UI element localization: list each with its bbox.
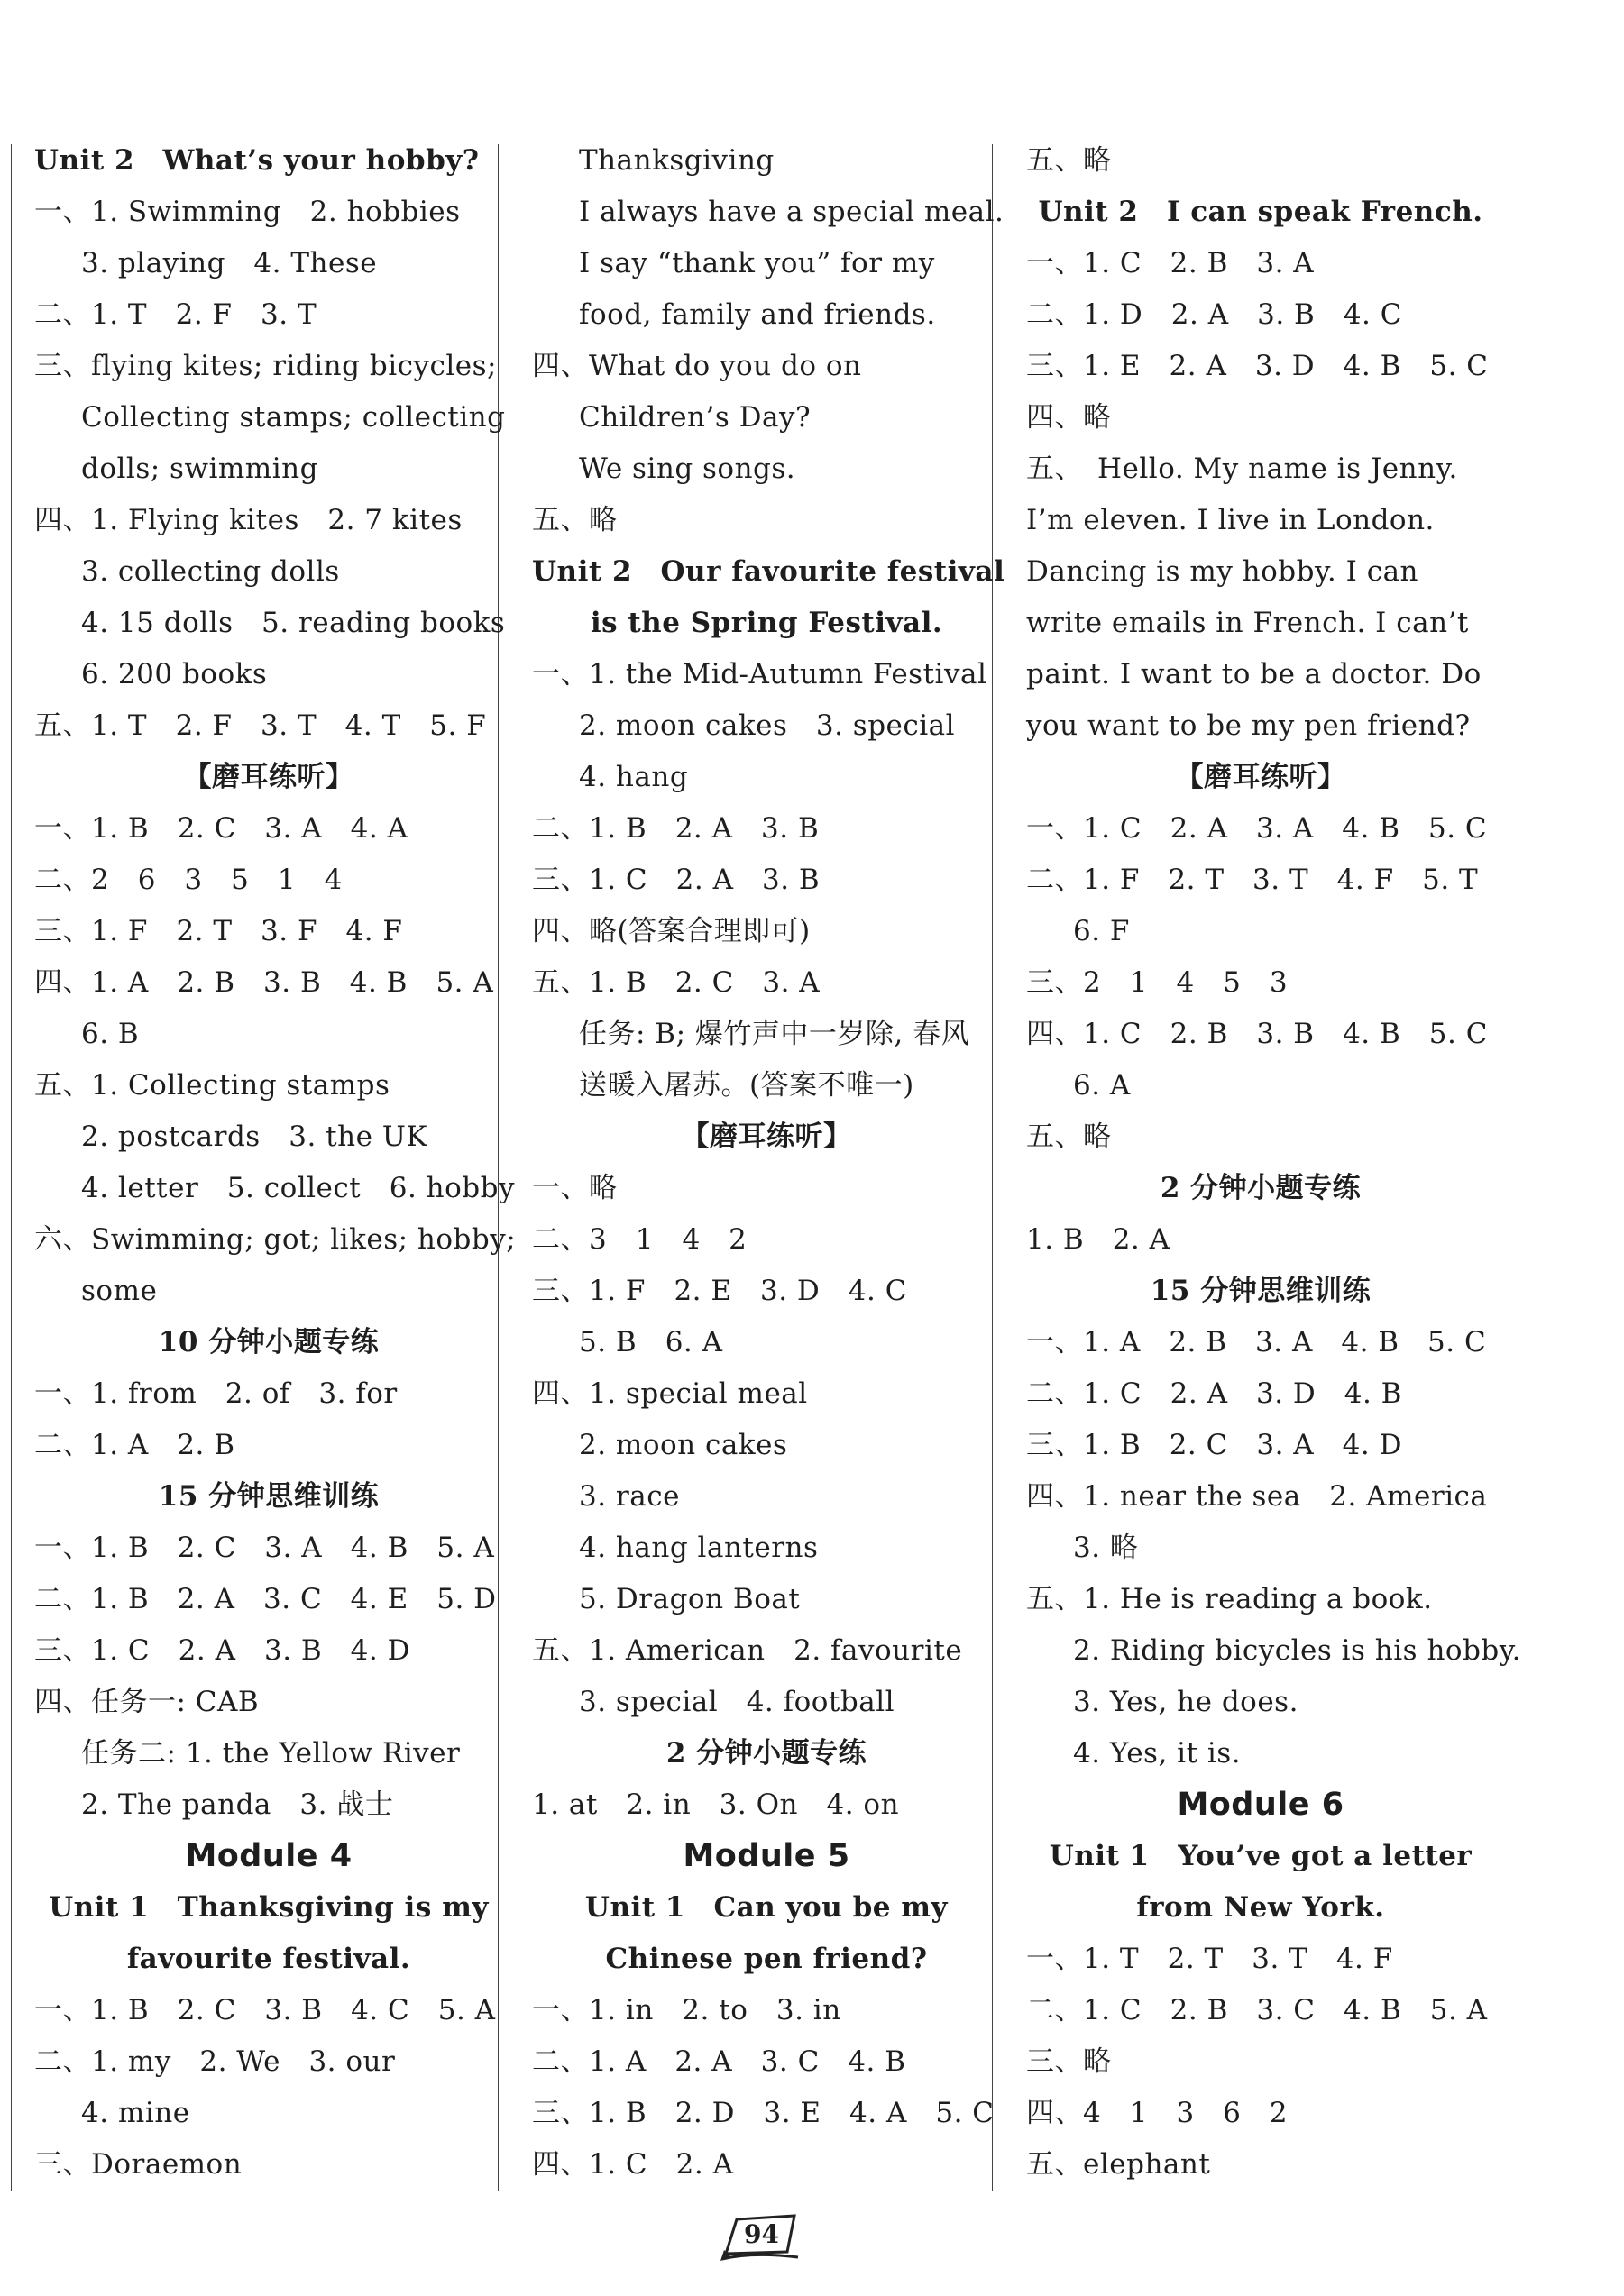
- answer-line: 二、1. A 2. B: [34, 1429, 235, 1461]
- answer-line: 五、1. He is reading a book.: [1026, 1583, 1433, 1615]
- answer-line: Thanksgiving: [579, 144, 775, 177]
- section-heading: 2 分钟小题专练: [1160, 1172, 1362, 1204]
- answer-line: 三、1. F 2. E 3. D 4. C: [532, 1275, 907, 1307]
- answer-line: 3. race: [579, 1480, 680, 1513]
- answer-line: 6. F: [1073, 915, 1130, 947]
- answer-line: 三、1. C 2. A 3. B: [532, 864, 821, 896]
- answer-line: 五、 Hello. My name is Jenny.: [1026, 453, 1458, 485]
- answer-line: 四、1. A 2. B 3. B 4. B 5. A: [34, 966, 494, 999]
- answer-line: 3. special 4. football: [579, 1686, 895, 1718]
- section-heading: 2 分钟小题专练: [665, 1737, 867, 1770]
- answer-line: Children’s Day?: [579, 401, 812, 434]
- answer-line: 3. collecting dolls: [81, 555, 340, 588]
- page-number: 94: [744, 2219, 779, 2249]
- answer-line: 一、1. from 2. of 3. for: [34, 1377, 398, 1410]
- answer-line: 五、1. American 2. favourite: [532, 1634, 963, 1667]
- unit-heading: Chinese pen friend?: [605, 1943, 928, 1975]
- answer-line: 六、Swimming; got; likes; hobby;: [34, 1223, 517, 1256]
- answer-line: 4. hang: [579, 761, 689, 793]
- answer-line: Dancing is my hobby. I can: [1026, 555, 1419, 588]
- answer-line: 三、1. E 2. A 3. D 4. B 5. C: [1026, 350, 1489, 382]
- answer-line: 2. postcards 3. the UK: [81, 1121, 428, 1153]
- answer-line: 二、1. C 2. B 3. C 4. B 5. A: [1026, 1994, 1488, 2026]
- answer-line: 5. B 6. A: [579, 1326, 723, 1358]
- answer-column-2: [532, 135, 1005, 2191]
- answer-line: I always have a special meal.: [579, 196, 1005, 228]
- answer-line: 一、略: [532, 1172, 618, 1204]
- answer-line: 一、1. B 2. C 3. B 4. C 5. A: [34, 1994, 496, 2026]
- answer-line: 四、4 1 3 6 2: [1026, 2097, 1289, 2129]
- answer-line: 送暖入屠苏。(答案不唯一): [579, 1069, 914, 1102]
- answer-line: 四、任务一: CAB: [34, 1686, 260, 1718]
- answer-line: 4. 15 dolls 5. reading books: [81, 607, 506, 639]
- answer-line: paint. I want to be a doctor. Do: [1026, 658, 1482, 691]
- answer-line: 三、1. B 2. C 3. A 4. D: [1026, 1429, 1402, 1461]
- answer-line: 一、1. the Mid-Autumn Festival: [532, 658, 987, 691]
- answer-line: Collecting stamps; collecting: [81, 401, 506, 434]
- answer-line: 2. Riding bicycles is his hobby.: [1073, 1634, 1522, 1667]
- answer-line: 三、flying kites; riding bicycles;: [34, 350, 497, 382]
- answer-line: write emails in French. I can’t: [1026, 607, 1469, 639]
- section-heading: 【磨耳练听】: [1175, 761, 1346, 793]
- unit-heading: is the Spring Festival.: [590, 607, 943, 639]
- answer-line: 三、2 1 4 5 3: [1026, 966, 1289, 999]
- answer-line: 1. B 2. A: [1026, 1223, 1170, 1256]
- answer-line: 2. moon cakes: [579, 1429, 788, 1461]
- answer-line: 五、elephant: [1026, 2148, 1211, 2181]
- answer-line: 4. letter 5. collect 6. hobby: [81, 1172, 515, 1204]
- answer-line: 一、1. C 2. B 3. A: [1026, 247, 1315, 279]
- answer-line: 二、1. C 2. A 3. D 4. B: [1026, 1377, 1402, 1410]
- answer-line: 四、1. near the sea 2. America: [1026, 1480, 1488, 1513]
- unit-heading: Unit 2 I can speak French.: [1038, 196, 1483, 228]
- answer-line: food, family and friends.: [579, 298, 936, 331]
- unit-heading: Unit 1 Can you be my: [584, 1891, 949, 1924]
- answer-line: 五、略: [1026, 1121, 1112, 1153]
- answer-line: you want to be my pen friend?: [1026, 709, 1471, 742]
- answer-line: 4. hang lanterns: [579, 1532, 819, 1564]
- answer-line: 6. 200 books: [81, 658, 268, 691]
- answer-line: 二、3 1 4 2: [532, 1223, 748, 1256]
- answer-line: 二、1. A 2. A 3. C 4. B: [532, 2045, 906, 2078]
- answer-line: 二、1. D 2. A 3. B 4. C: [1026, 298, 1402, 331]
- answer-line: 3. 略: [1073, 1532, 1139, 1564]
- answer-line: 一、1. C 2. A 3. A 4. B 5. C: [1026, 812, 1488, 845]
- unit-heading: Unit 2 Our favourite festival: [532, 555, 1005, 588]
- answer-line: 3. playing 4. These: [81, 247, 378, 279]
- answer-line: 四、略: [1026, 401, 1112, 434]
- answer-line: 4. Yes, it is.: [1073, 1737, 1242, 1770]
- column-divider: [11, 144, 12, 2191]
- unit-heading: from New York.: [1136, 1891, 1385, 1924]
- section-heading: 【磨耳练听】: [681, 1121, 852, 1153]
- answer-line: 四、略(答案合理即可): [532, 915, 811, 947]
- answer-line: We sing songs.: [579, 453, 796, 485]
- answer-line: 一、1. B 2. C 3. A 4. A: [34, 812, 408, 845]
- answer-line: 二、2 6 3 5 1 4: [34, 864, 343, 896]
- answer-line: 四、1. special meal: [532, 1377, 808, 1410]
- answer-line: dolls; swimming: [81, 453, 318, 485]
- answer-line: 一、1. Swimming 2. hobbies: [34, 196, 461, 228]
- answer-line: 一、1. B 2. C 3. A 4. B 5. A: [34, 1532, 495, 1564]
- unit-heading: Unit 1 You’ve got a letter: [1049, 1840, 1473, 1872]
- section-heading: 15 分钟思维训练: [1150, 1275, 1372, 1307]
- answer-line: 5. Dragon Boat: [579, 1583, 801, 1615]
- answer-line: 3. Yes, he does.: [1073, 1686, 1298, 1718]
- answer-line: some: [81, 1275, 158, 1307]
- answer-line: 五、略: [1026, 144, 1112, 177]
- answer-line: 一、1. in 2. to 3. in: [532, 1994, 841, 2026]
- answer-line: 任务: B; 爆竹声中一岁除, 春风: [579, 1018, 970, 1050]
- answer-line: 四、1. C 2. A: [532, 2148, 734, 2181]
- answer-line: 2. The panda 3. 战士: [81, 1788, 394, 1821]
- section-heading: 10 分钟小题专练: [158, 1326, 380, 1358]
- answer-line: 五、1. B 2. C 3. A: [532, 966, 821, 999]
- answer-line: 4. mine: [81, 2097, 190, 2129]
- answer-column-3: [1026, 135, 1522, 2191]
- answer-line: 二、1. F 2. T 3. T 4. F 5. T: [1026, 864, 1479, 896]
- answer-line: 6. A: [1073, 1069, 1131, 1102]
- answer-line: 1. at 2. in 3. On 4. on: [532, 1788, 900, 1821]
- answer-line: I say “thank you” for my: [579, 247, 935, 279]
- answer-column-1: [34, 135, 517, 2191]
- answer-line: 四、1. Flying kites 2. 7 kites: [34, 504, 463, 536]
- section-heading: 15 分钟思维训练: [158, 1480, 380, 1513]
- page-number-badge: [717, 2207, 807, 2264]
- answer-line: 二、1. B 2. A 3. C 4. E 5. D: [34, 1583, 497, 1615]
- unit-heading: favourite festival.: [126, 1943, 411, 1975]
- answer-line: 五、1. Collecting stamps: [34, 1069, 390, 1102]
- answer-line: 二、1. T 2. F 3. T: [34, 298, 317, 331]
- answer-line: I’m eleven. I live in London.: [1026, 504, 1435, 536]
- answer-line: 三、略: [1026, 2045, 1112, 2078]
- answer-line: 任务二: 1. the Yellow River: [81, 1737, 461, 1770]
- answer-line: 一、1. A 2. B 3. A 4. B 5. C: [1026, 1326, 1487, 1358]
- answer-line: 二、1. my 2. We 3. our: [34, 2045, 396, 2078]
- answer-line: 四、What do you do on: [532, 350, 862, 382]
- unit-heading: Unit 2 What’s your hobby?: [34, 144, 480, 177]
- answer-line: 6. B: [81, 1018, 140, 1050]
- answer-line: 五、略: [532, 504, 618, 536]
- unit-heading: Unit 1 Thanksgiving is my: [49, 1891, 489, 1924]
- answer-line: 三、1. B 2. D 3. E 4. A 5. C: [532, 2097, 995, 2129]
- module-heading: Module 6: [1177, 1787, 1344, 1823]
- module-heading: Module 5: [683, 1838, 850, 1874]
- answer-line: 四、1. C 2. B 3. B 4. B 5. C: [1026, 1018, 1488, 1050]
- answer-line: 二、1. B 2. A 3. B: [532, 812, 820, 845]
- answer-line: 三、1. C 2. A 3. B 4. D: [34, 1634, 410, 1667]
- answer-line: 三、1. F 2. T 3. F 4. F: [34, 915, 403, 947]
- answer-line: 五、1. T 2. F 3. T 4. T 5. F: [34, 709, 487, 742]
- answer-line: 2. moon cakes 3. special: [579, 709, 956, 742]
- module-heading: Module 4: [185, 1838, 353, 1874]
- answer-line: 三、Doraemon: [34, 2148, 243, 2181]
- answer-line: 一、1. T 2. T 3. T 4. F: [1026, 1943, 1393, 1975]
- section-heading: 【磨耳练听】: [183, 761, 354, 793]
